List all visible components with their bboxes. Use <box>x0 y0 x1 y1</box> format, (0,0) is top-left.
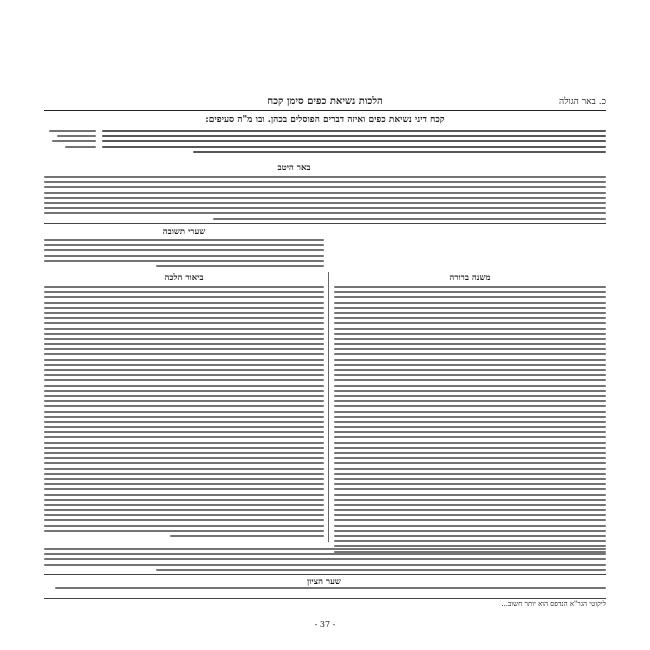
footnote-text: ליקוטי הגר"א הנדפס הוא יותר חשוב... <box>501 600 606 608</box>
mishnah-berurah-heading: משנה ברורה <box>449 273 491 283</box>
main-text-block <box>102 130 606 156</box>
biur-halachah-text <box>44 286 324 540</box>
divider <box>44 223 606 224</box>
beer-heitev-heading: באר היטב <box>277 163 311 173</box>
header-right-label: כ. באר הגולה <box>559 97 606 107</box>
mishnah-berurah-continuation <box>44 548 606 574</box>
divider-bottom <box>44 574 606 575</box>
book-page <box>44 96 606 629</box>
column-divider <box>328 272 329 542</box>
footnote-divider <box>44 598 606 599</box>
shaarei-teshuvah-text <box>44 239 324 270</box>
margin-sources <box>44 130 96 151</box>
beer-heitev-text <box>44 176 606 223</box>
shaar-hatziyun-text <box>44 587 606 592</box>
shaarei-teshuvah-heading: שערי תשובה <box>162 227 206 237</box>
biur-halachah-heading: ביאור הלכה <box>164 273 204 283</box>
page-number: - 37 - <box>314 620 336 629</box>
mishnah-berurah-text <box>334 286 606 556</box>
siman-title: קכח דיני נשיאת כפים ואיזה דברים הפוסלים בכהן. ובו מ"ה סעיפים: <box>205 115 445 125</box>
shaar-hatziyun-heading: שער הציון <box>307 577 341 587</box>
running-header <box>44 96 606 111</box>
header-title: הלכות נשיאת כפים סימן קכח <box>267 96 383 107</box>
